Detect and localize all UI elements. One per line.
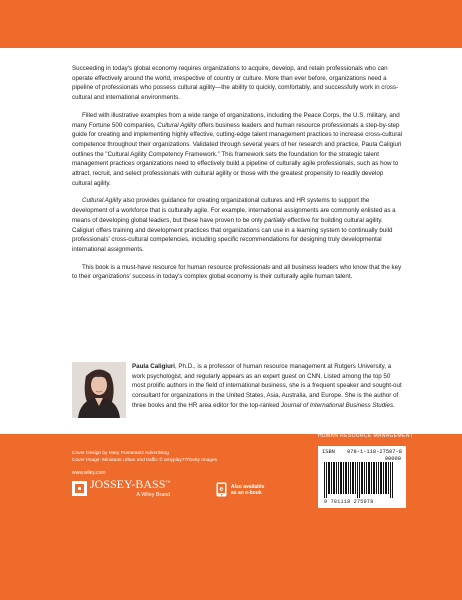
ebook-line-2: as an e-book xyxy=(231,489,262,496)
author-name: Paula Caligiuri xyxy=(132,363,175,370)
book-title-italic: Cultural Agility xyxy=(157,121,197,129)
barcode-number: 9 781118 275078 xyxy=(324,499,374,505)
cover-image-credit: Cover Image: Miniature urban and traffic © amyplay77/Getty Images xyxy=(72,458,218,463)
ebook-availability xyxy=(216,482,264,497)
subject-category: HUMAN RESOURCE MANAGEMENT xyxy=(318,433,414,439)
ebook-icon xyxy=(216,482,227,497)
description-paragraph-4: This book is a must-have resource for human resource professionals and all business leaders who know that the key to their organizations' success in today's complex global economy is their culturally agile human talent. xyxy=(72,263,402,281)
svg-text:e: e xyxy=(219,486,224,493)
publisher-tagline: A Wiley Brand xyxy=(136,492,171,498)
price-code: 90000 xyxy=(384,456,401,462)
description-paragraph-1: Succeeding in today's global economy requires organizations to acquire, develop, and retain professionals who can operate effectively around the world, irrespective of country or culture. More than ever before, organizations need a pipeline of professionals who possess cultural agility—the ability to quickly, comfortably, and successfully work in cross-cultural and international environments. xyxy=(72,65,399,102)
jossey-bass-logo: JOSSEY-BASS™ A Wiley Brand xyxy=(72,478,170,498)
book-description xyxy=(72,64,404,290)
isbn-line: ISBN 978-1-118-27507-8 xyxy=(322,449,402,455)
journal-title: Journal of International Business Studies xyxy=(280,401,394,409)
barcode-box xyxy=(318,446,406,508)
cover-credits xyxy=(72,450,217,464)
isbn-number: 978-1-118-27507-8 xyxy=(347,449,402,455)
isbn-barcode xyxy=(324,462,400,498)
cover-design-credit: Cover Design by Mary Pomerantz Advertising xyxy=(72,451,169,456)
ebook-line-1: Also available xyxy=(231,483,265,490)
publisher-name: JOSSEY-BASS xyxy=(90,477,166,491)
description-paragraph-2: Filled with illustrative examples from a wide range of organizations, including the Peace Corps, the U.S. military, and many Fortune 500 companies, Cultural Agility offers business leaders and human resource professionals a step-by-step guide for creating and implementing highly effective, cutting-edge talent management practices to increase cross-cultural competence throughout their organizations. Validated through several years of her research and practice, Paula Caligiuri outlines the "Cultural Agility Competency Framework." This framework sets the foundation for the strategic talent management practices organizations need to effectively build a pipeline of culturally agile professionals, such as how to attract, recruit, and select professionals with cultural agility or those with the greatest propensity to readily develop cultural agility. xyxy=(72,111,403,187)
top-orange-band xyxy=(0,0,462,48)
publisher-website[interactable]: www.wiley.com xyxy=(72,470,106,476)
author-photo xyxy=(72,362,126,418)
book-title-italic: Cultural Agility xyxy=(82,197,122,205)
description-paragraph-3: Cultural Agility also provides guidance for creating organizational cultures and HR systems to support the development of a workforce that is culturally agile. For example, international assignments are commonly enlisted as a means of developing global leaders, but these have proven to be only partially effective for building cultural agility. Caligiuri offers training and development practices that organizations can use in a learning system to continually build professionals' cross-cultural competencies, including specific recommendations for designing truly developmental international assignments. xyxy=(72,197,396,253)
author-bio: Paula Caligiuri, Ph.D., is a professor of human resource management at Rutgers University, a work psychologist, and regularly appears as an expert guest on CNN. Listed among the top 50 most prolific authors in the field of international business, she is a frequent speaker and sought-out consultant for organizations in the United States, Asia, Australia, and Europe. She is the author of three books and the HR area editor for the top-ranked Journal of International Business Studies. xyxy=(132,363,402,409)
jossey-bass-mark-icon xyxy=(72,481,87,496)
